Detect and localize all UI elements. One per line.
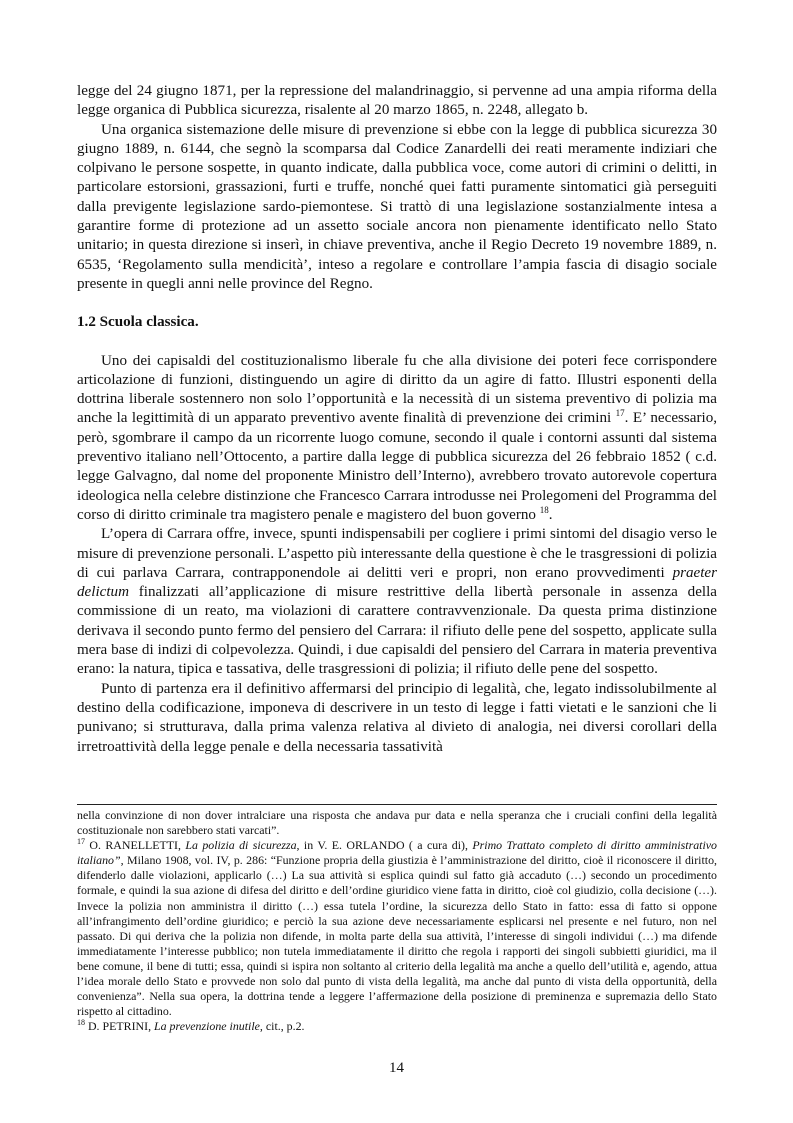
paragraph: L’opera di Carrara offre, invece, spunti indispensabili per cogliere i primi sintomi del disagio verso le misure di prevenzione personali. L’aspetto più interessante della questione è che le trasgressioni di polizia di cui parlava Carrara, contrapponendole ai delitti veri e propri, non erano provvedimenti praeter delictum finalizzati all’applicazione di misure restrittive della libertà personale in assenza della commissione di un reato, ma violazioni di carattere contravvenzionale. Da questa prima distinzione derivava il secondo punto fermo del pensiero del Carrara: il rifiuto delle pene del sospetto, applicate sulla mera base di indizi di colpevolezza. Quindi, i due capisaldi del pensiero del Carrara in materia preventiva erano: la natura, tipica e tassativa, delle trasgressioni di polizia; il rifiuto delle pene del sospetto. <box>77 526 717 678</box>
paragraph: legge del 24 giugno 1871, per la repressione del malandrinaggio, si pervenne ad una ampia riforma della legge organica di Pubblica sicurezza, risalente al 20 marzo 1865, n. 2248, allegato b. <box>77 83 717 119</box>
paragraph: Una organica sistemazione delle misure di prevenzione si ebbe con la legge di pubblica sicurezza 30 giugno 1889, n. 6144, che segnò la scomparsa dal Codice Zanardelli dei reati meramente indiziari che colpivano le persone sospette, in quanto indicate, dalla pubblica voce, come autori di crimini o delitti, in particolare estorsioni, grassazioni, furti e truffe, nonché quei fatti puramente sintomatici già perseguiti dalla previgente legislazione sardo-piemontese. Si trattò di una legislazione sostanzialmente intesa a garantire forme di protezione ad un assetto sociale ancora non pienamente identificato nello Stato unitario; in questa direzione si inserì, in chiave preventiva, anche il Regio Decreto 19 novembre 1889, n. 6535, ‘Regolamento sulla mendicità’, inteso a regolare e controllare l’ampia fascia di disagio sociale presente in quegli anni nelle province del Regno. <box>77 121 717 292</box>
footnote-separator <box>77 804 717 805</box>
paragraph: Uno dei capisaldi del costituzionalismo liberale fu che alla divisione dei poteri fece corrispondere articolazione di funzioni, distinguendo un agire di diritto da un agire di fatto. Illustri esponenti della dottrina liberale sostennero non solo l’opportunità e la necessità di un sistema preventivo di polizia ma anche la legittimità di un apparato preventivo avente finalità di prevenzione dei crimini $^{17}$. E’ necessario, però, sgombrare il campo da un ricorrente luogo comune, secondo il quale i contorni assunti dal sistema preventivo italiano nell’Ottocento, a partire dalla legge di pubblica sicurezza del 26 febbraio 1852 ( c.d. legge Galvagno, dal nome del proponente Ministro dell’Interno), avrebbero trovato autorevole copertura ideologica nella celebre distinzione che Francesco Carrara introdusse nei Prolegomeni del Programma del corso di diritto criminale tra magistero penale e magistero del buon governo $^{18}$. <box>77 352 718 523</box>
page-number: 14 <box>389 1060 404 1076</box>
footnote-ref[interactable]: 18 <box>539 504 549 515</box>
paragraph: Punto di partenza era il definitivo affermarsi del principio di legalità, che, legato indissolubilmente al destino della codificazione, imponeva di descrivere in un testo di legge i fatti vietati e le sanzioni che li punivano; si strutturava, dalla prima valenza relativa al divieto di analogia, nei diversi corollari della irretroattività della legge penale e della necessaria tassatività <box>77 680 717 755</box>
footnote-ref[interactable]: 17 <box>615 408 625 419</box>
page-content <box>77 82 717 757</box>
italic-term: praeter delictum <box>77 564 717 601</box>
footnotes <box>77 808 717 1034</box>
main-text <box>77 82 717 757</box>
section-heading: 1.2 Scuola classica. <box>77 314 199 331</box>
footnote-17: $^{17}$ O. RANELLETTI, La polizia di sicurezza, in V. E. ORLANDO ( a cura di), Primo Trattato completo di diritto amministrativo italiano”, Milano 1908, vol. IV, p. 286: “Funzione propria della giustizia è l’amministrazione del diritto, cioè il riconoscere il diritto, difenderlo dalle violazioni, applicarlo (…) La sua attività si esplica quindi sul fatto già accaduto (…) secondo un procedimento formale, e quindi la sua azione di difesa del diritto e dell’ordine giuridico viene fatta in diritto, cioè col giudizio, colla decisione (…). Invece la polizia non amministra il diritto (…) essa tutela l’ordine, la sicurezza dello Stato in fatto: essa di fatto si oppone all’infrangimento dell’ordine giuridico; e perciò la sua azione deve necessariamente esplicarsi nel presente e nel futuro, non nel passato. Di qui deriva che la polizia non difende, in molta parte della sua attività, l’interesse di singoli individui (…) ma difende immediatamente l’interesse pubblico; non tutela immediatamente il diritto che regola i rapporti dei singoli subbietti giuridici, ma il bene comune, il bene di tutti; essa, quindi si ispira non soltanto al criterio della legalità ma anche a quello dell’utilità e, agendo, attua l’idea morale dello Stato e provvede non solo dal punto di vista della legalità, ma anche dal punto di vista della opportunità, della convenienza”. Nella sua opera, la dottrina tende a leggere l’affermazione della posizione di preminenza e supremazia dello Stato rispetto al cittadino. <box>77 837 717 1019</box>
footnote-continuation: nella convinzione di non dover intralciare una risposta che andava pur data e nella speranza che i cruciali confini della legalità costituzionale non sarebbero stati varcati”. <box>77 808 717 838</box>
footnote-18: $^{18}$ D. PETRINI, La prevenzione inutile, cit., p.2. <box>77 1018 305 1034</box>
